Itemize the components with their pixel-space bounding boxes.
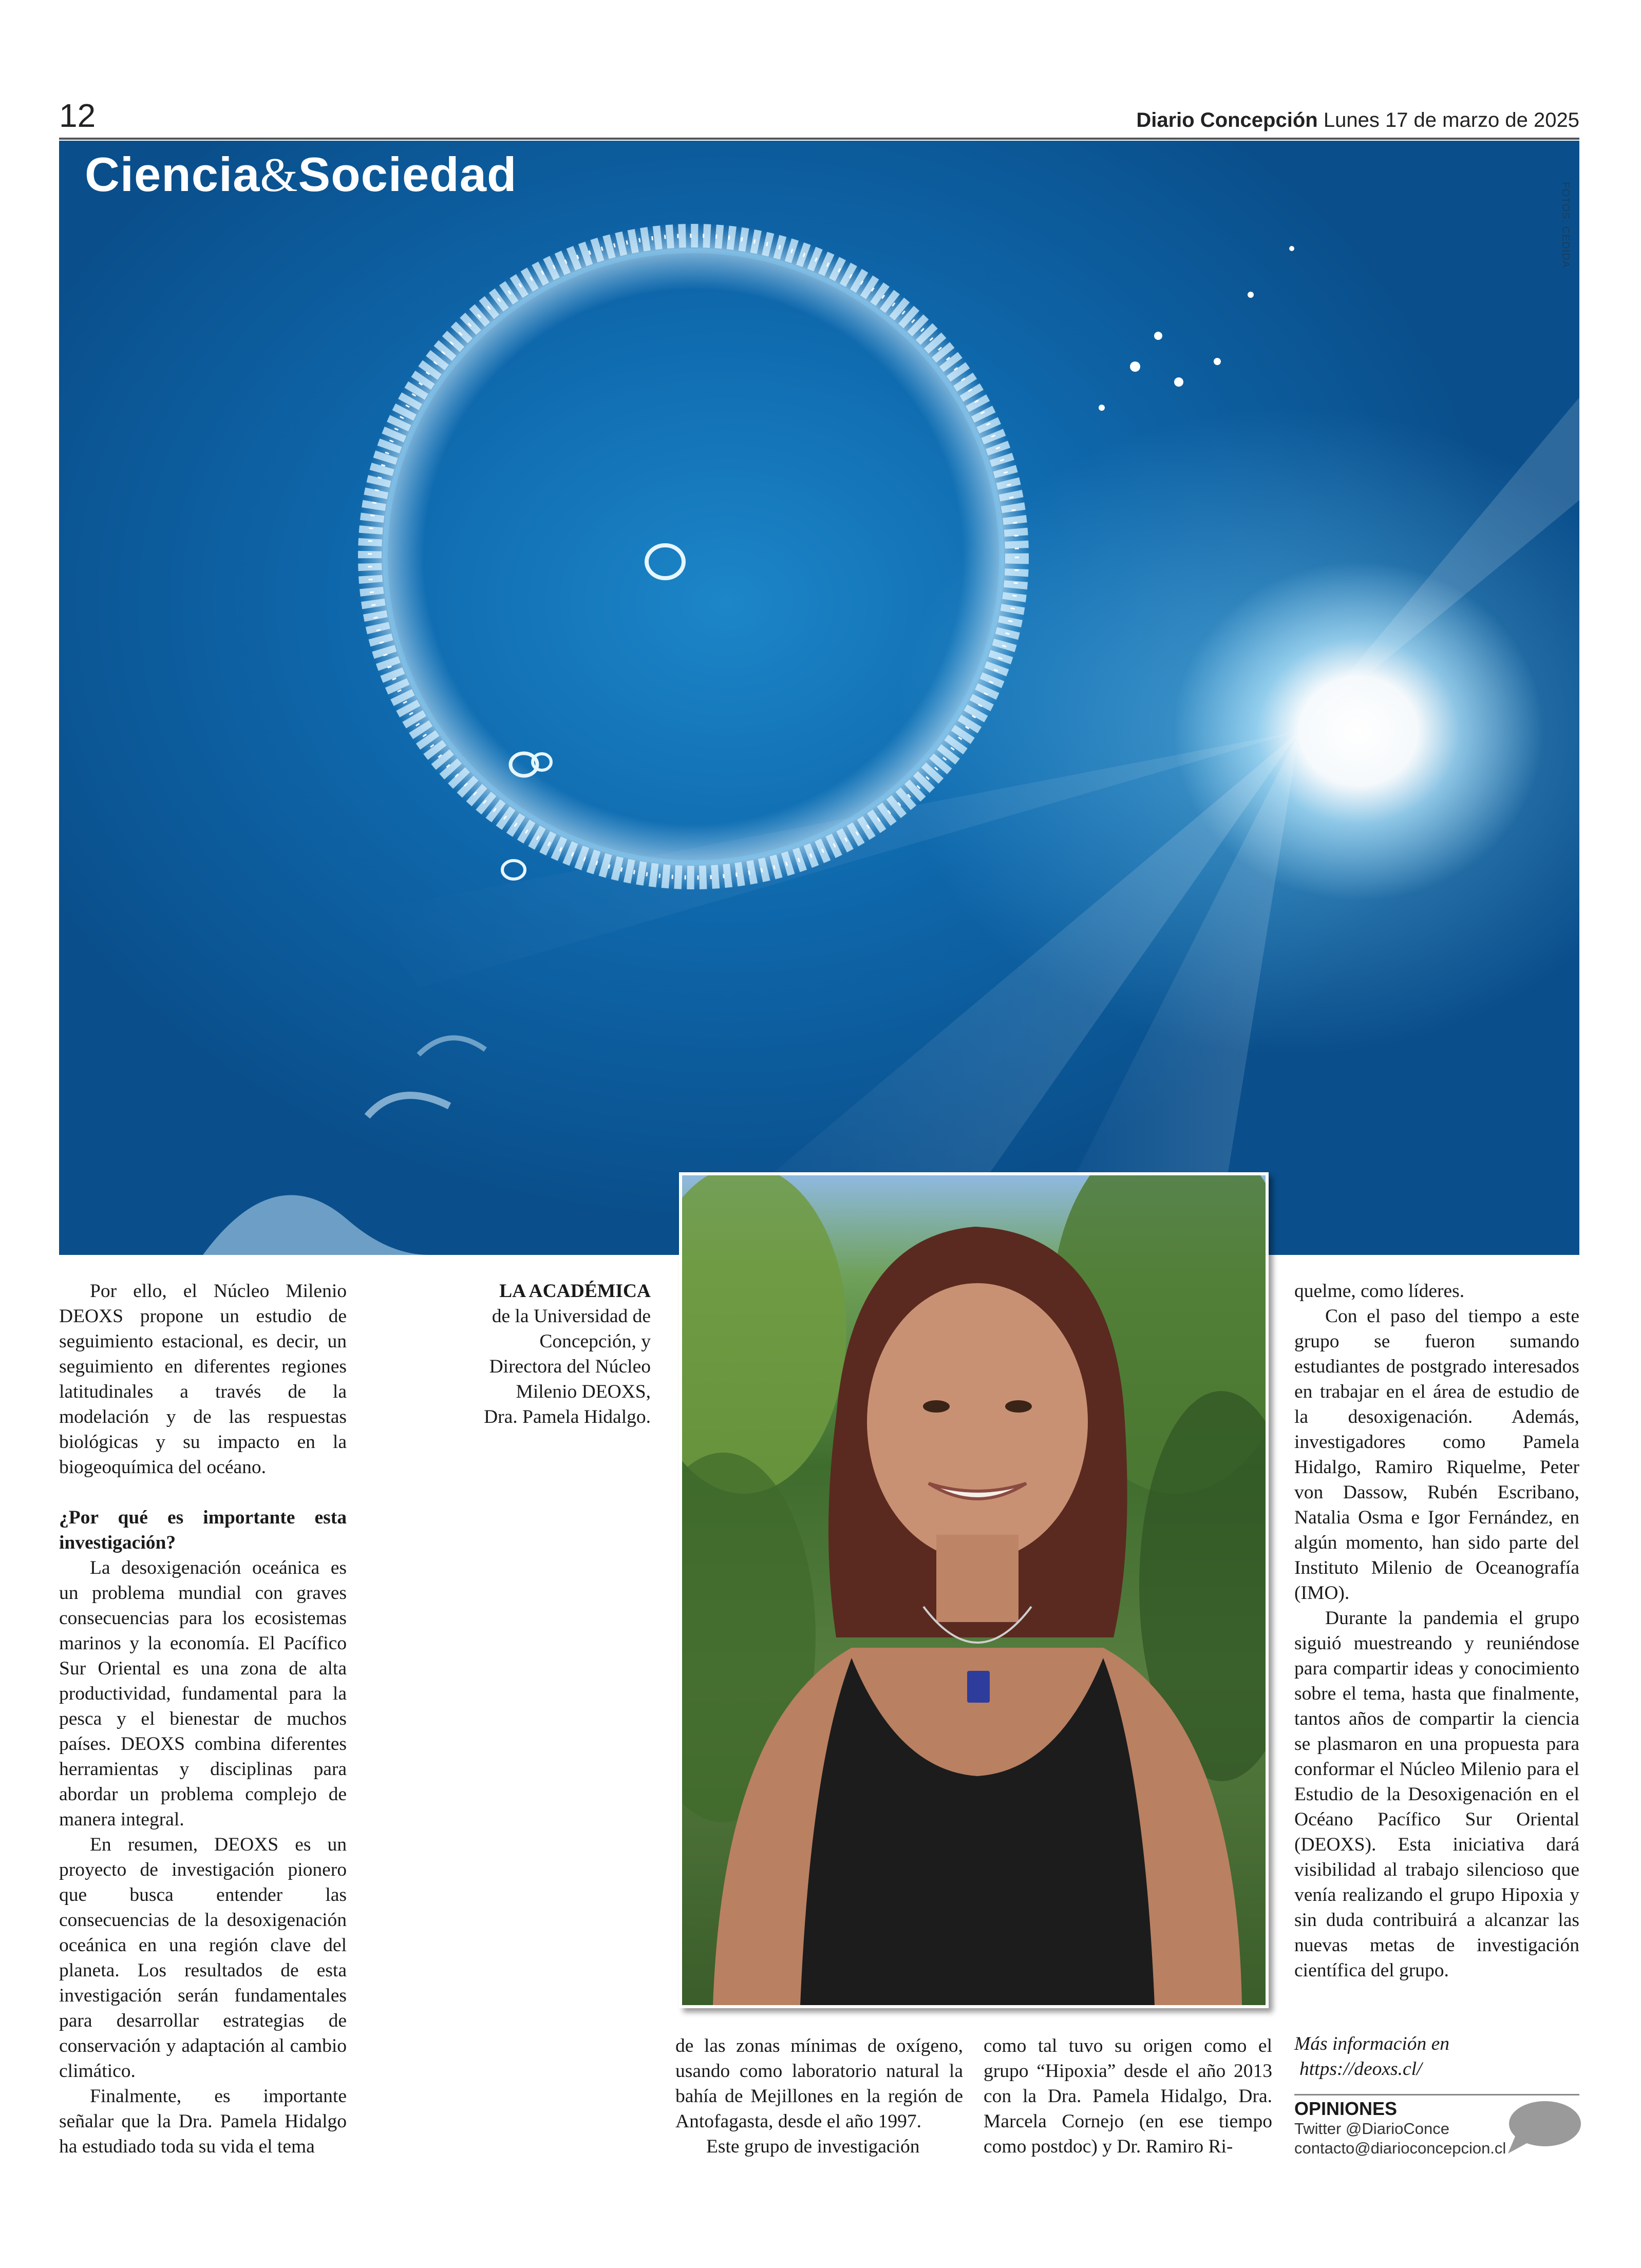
bubble-ring-illustration <box>59 141 1579 1255</box>
section-title-part2: Sociedad <box>298 147 517 201</box>
portrait-photo-image <box>682 1175 1266 2005</box>
opinions-twitter[interactable]: Twitter @DiarioConce <box>1294 2120 1449 2138</box>
article-paragraph: como tal tuvo su origen como el grupo “Hipoxia” desde el año 2013 con la Dra. Pamela Hidalgo, Dra. Marcela Cornejo (en ese tiempo como postdoc) y Dr. Ramiro Ri- <box>984 2035 1272 2157</box>
article-paragraph: de las zonas mínimas de oxígeno, usando como laboratorio natural la bahía de Mejillones en la región de Antofagasta, desde el año 1997. <box>675 2035 963 2132</box>
more-info-label: Más información en <box>1294 2033 1450 2054</box>
more-info-link[interactable]: https://deoxs.cl/ <box>1299 2059 1422 2080</box>
article-paragraph: La desoxigenación oceánica es un problema mundial con graves consecuencias para los ecosistemas marinos y la economía. El Pacífico Sur Oriental es una zona de alta productividad, fundamental para la pesca y el bienestar de muchos países. DEOXS combina diferentes herramientas y disciplinas para abordar un problema complejo de manera integral. <box>59 1557 347 1830</box>
section-title-ampersand: & <box>260 148 298 202</box>
article-paragraph: En resumen, DEOXS es un proyecto de investigación pionero que busca entender las consecuencias de la desoxigenación oceánica en una región clave del planeta. Los resultados de esta investigación serán fundamentales para desarrollar estrategias de conservación y adaptación al cambio climático. <box>59 1834 347 2082</box>
article-column-4 <box>1294 1279 1579 1983</box>
section-title-part1: Ciencia <box>85 147 260 201</box>
article-column-3 <box>984 2033 1272 2159</box>
caption-lead: LA ACADÉMICA <box>499 1281 651 1302</box>
more-info <box>1294 2031 1579 2082</box>
header-rule <box>59 138 1579 140</box>
opinions-rule <box>1294 2094 1579 2095</box>
caption-text: de la Universidad de Concepción, y Directora del Núcleo Milenio DEOXS, Dra. Pamela Hidalgo. <box>484 1306 651 1427</box>
hero-photo-bubble-ring <box>59 141 1579 1255</box>
article-paragraph: Finalmente, es importante señalar que la Dra. Pamela Hidalgo ha estudiado toda su vida el tema <box>59 2086 347 2157</box>
opinions-title: OPINIONES <box>1294 2098 1398 2119</box>
article-column-1 <box>59 1279 347 2159</box>
portrait-illustration <box>682 1175 1266 2005</box>
masthead <box>1136 109 1579 132</box>
article-paragraph: Este grupo de investigación <box>706 2136 920 2157</box>
article-paragraph: Por ello, el Núcleo Milenio DEOXS propone un estudio de seguimiento estacional, es decir, un seguimiento en diferentes regiones latitudinales a través de la modelación y de las respuestas biológicas y su impacto en la biogeoquímica del océano. <box>59 1281 347 1478</box>
photo-credit: FOTOS: CEDIDA <box>1560 182 1571 269</box>
portrait-photo <box>679 1172 1269 2008</box>
article-paragraph: Con el paso del tiempo a este grupo se fueron sumando estudiantes de postgrado interesados en trabajar en el área de estudio de la desoxigenación. Además, investigadores como Pamela Hidalgo, Ramiro Riquelme, Peter von Dassow, Rubén Escribano, Natalia Osma e Igor Fernández, en algún momento, han sido parte del Instituto Milenio de Oceanografía (IMO). <box>1294 1306 1579 1604</box>
article-paragraph: quelme, como líderes. <box>1294 1281 1465 1302</box>
issue-date: Lunes 17 de marzo de 2025 <box>1323 109 1579 131</box>
article-paragraph: Durante la pandemia el grupo siguió muestreando y reuniéndose para compartir ideas y conocimiento sobre el tema, hasta que finalmente, tantos años de compartir la ciencia se plasmaron en una propuesta para conformar el Núcleo Milenio para el Estudio de la Desoxigenación en el Océano Pacífico Sur Oriental (DEOXS). Esta iniciativa dará visibilidad al trabajo silencioso que venía realizando el grupo Hipoxia y sin duda contribuirá a alcanzar las nuevas metas de investigación científica del grupo. <box>1294 1608 1579 1981</box>
photo-caption <box>483 1279 651 1430</box>
section-title <box>85 147 517 203</box>
speech-bubble-icon <box>1505 2100 1582 2157</box>
newspaper-name: Diario Concepción <box>1136 109 1318 131</box>
article-column-2 <box>675 2033 963 2159</box>
page-number: 12 <box>59 97 96 134</box>
article-subheading: ¿Por qué es importante esta investigación? <box>59 1507 347 1553</box>
opinions-email[interactable]: contacto@diarioconcepcion.cl <box>1294 2139 1506 2157</box>
